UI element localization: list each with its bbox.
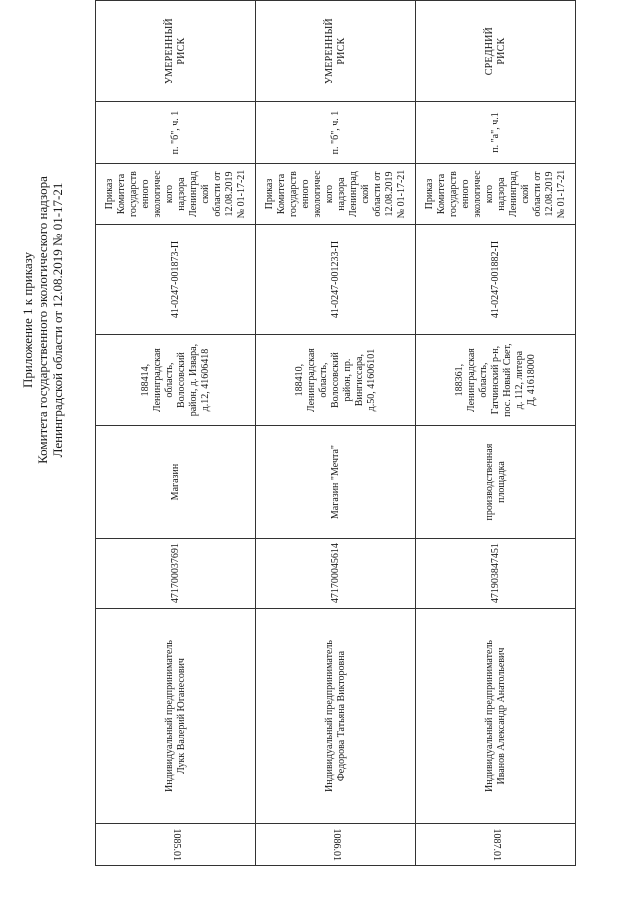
order-reference-line: № 01-17-21 xyxy=(395,169,407,219)
address-line: Гатчинский р-н, xyxy=(489,345,501,415)
order-reference-line: Ленинград xyxy=(507,171,519,217)
address-line: 188361, xyxy=(453,363,465,397)
address-line: Ленинградская xyxy=(151,348,163,413)
address-line: д. 112, литера xyxy=(513,350,525,410)
risk-category-cell xyxy=(256,1,416,102)
order-reference-line: Ленинград xyxy=(187,171,199,217)
order-reference-line: ской xyxy=(519,184,531,204)
order-reference-line: № 01-17-21 xyxy=(555,169,567,219)
order-reference-line: Ленинград xyxy=(347,171,359,217)
table-row xyxy=(96,1,256,866)
risk-category-line: РИСК xyxy=(495,37,507,65)
order-reference-line: енного xyxy=(459,179,471,209)
address-line: район, д. Извара, xyxy=(187,343,199,417)
row-number-cell xyxy=(416,824,576,866)
address-line: Д, 41618000 xyxy=(525,354,537,407)
risk-category-line: СРЕДНИЙ xyxy=(483,27,495,76)
address-line: Ленинградская xyxy=(465,348,477,413)
address-line: д.12, 41606418 xyxy=(199,348,211,412)
table-row xyxy=(256,1,416,866)
order-reference-cell xyxy=(256,163,416,225)
order-reference-line: 12.08.2019 xyxy=(223,171,235,217)
order-reference-line: Приказ xyxy=(423,178,435,210)
entrepreneur-name-line: Федорова Татьяна Викторовна xyxy=(335,650,347,782)
header-line-3: Ленинградской области от 12.08.2019 № 01-17-21 xyxy=(50,182,65,458)
address-line: д.50, 41606101 xyxy=(365,348,377,412)
inn-cell: 471700045614 xyxy=(256,538,416,608)
object-line: Магазин xyxy=(169,463,181,501)
risk-category-line: РИСК xyxy=(175,37,187,65)
object-cell xyxy=(96,426,256,538)
object-line: Магазин "Мечта" xyxy=(329,445,341,520)
address-cell xyxy=(256,334,416,426)
address-line: 188414, xyxy=(139,363,151,397)
row-number: 1086.01 xyxy=(330,828,342,861)
header-line-1: Приложение 1 к приказу xyxy=(20,252,35,389)
order-reference-line: надзора xyxy=(175,177,187,211)
address-line: Волосовский xyxy=(329,352,341,409)
order-reference-line: Комитета xyxy=(115,173,127,215)
address-line: область, xyxy=(317,362,329,398)
order-reference-cell xyxy=(416,163,576,225)
object-cell xyxy=(416,426,576,538)
address-line: область, xyxy=(477,362,489,398)
address-line: Вингиссара, xyxy=(353,354,365,407)
order-reference-line: 12.08.2019 xyxy=(543,171,555,217)
order-reference-line: области от xyxy=(371,171,383,217)
inn-cell: 471903847451 xyxy=(416,538,576,608)
entrepreneur-name-cell xyxy=(416,608,576,824)
row-number-cell xyxy=(256,824,416,866)
entrepreneur-name-line: Иванов Александр Анатольевич xyxy=(495,647,507,785)
address-cell xyxy=(416,334,576,426)
clause-cell: п. "а", ч.1 xyxy=(416,102,576,163)
risk-category-line: РИСК xyxy=(335,37,347,65)
clause-cell: п. "б", ч. 1 xyxy=(256,102,416,163)
order-reference-line: Комитета xyxy=(435,173,447,215)
entrepreneur-name-line: Индивидуальный предприниматель xyxy=(323,640,335,793)
address-line: область, xyxy=(163,362,175,398)
order-reference-line: государств xyxy=(287,171,299,217)
order-reference-line: области от xyxy=(211,171,223,217)
address-line: 188410, xyxy=(293,363,305,397)
entrepreneur-name-cell xyxy=(256,608,416,824)
entrepreneur-name-line: Лукк Валерий Юганесович xyxy=(175,658,187,775)
order-reference-cell xyxy=(96,163,256,225)
row-number: 1087.01 xyxy=(490,828,502,861)
order-reference-line: государств xyxy=(447,171,459,217)
object-line: площадка xyxy=(495,461,507,503)
order-reference-line: Приказ xyxy=(103,178,115,210)
risk-category-line: УМЕРЕННЫЙ xyxy=(323,18,335,85)
row-number-cell xyxy=(96,824,256,866)
order-reference-line: кого xyxy=(163,184,175,204)
order-reference-line: области от xyxy=(531,171,543,217)
order-reference-line: кого xyxy=(323,184,335,204)
object-line: производственная xyxy=(483,443,495,521)
registration-code-cell: 41-0247-001882-П xyxy=(416,225,576,334)
order-reference-line: экологичес xyxy=(151,170,163,218)
order-reference-line: ской xyxy=(199,184,211,204)
entrepreneur-name-line: Индивидуальный предприниматель xyxy=(483,640,495,793)
risk-category-cell xyxy=(416,1,576,102)
entrepreneur-name-cell xyxy=(96,608,256,824)
order-reference-line: надзора xyxy=(495,177,507,211)
order-reference-line: экологичес xyxy=(311,170,323,218)
registry-table xyxy=(95,0,576,866)
registration-code-cell: 41-0247-001233-П xyxy=(256,225,416,334)
order-reference-line: Комитета xyxy=(275,173,287,215)
object-cell xyxy=(256,426,416,538)
order-reference-line: кого xyxy=(483,184,495,204)
order-reference-line: Приказ xyxy=(263,178,275,210)
clause-cell: п. "б", ч. 1 xyxy=(96,102,256,163)
address-line: Волосовский xyxy=(175,352,187,409)
order-reference-line: енного xyxy=(299,179,311,209)
risk-category-cell xyxy=(96,1,256,102)
entrepreneur-name-line: Индивидуальный предприниматель xyxy=(163,640,175,793)
inn-cell: 471700037691 xyxy=(96,538,256,608)
document-header xyxy=(20,60,65,580)
address-line: пос. Новый Свет, xyxy=(501,343,513,417)
registration-code-cell: 41-0247-001873-П xyxy=(96,225,256,334)
header-line-2: Комитета государственного экологического надзора xyxy=(35,176,50,464)
order-reference-line: ской xyxy=(359,184,371,204)
table-row xyxy=(416,1,576,866)
address-line: Ленинградская xyxy=(305,348,317,413)
order-reference-line: государств xyxy=(127,171,139,217)
order-reference-line: 12.08.2019 xyxy=(383,171,395,217)
address-cell xyxy=(96,334,256,426)
row-number: 1085.01 xyxy=(170,828,182,861)
order-reference-line: экологичес xyxy=(471,170,483,218)
address-line: район, пр. xyxy=(341,358,353,402)
order-reference-line: енного xyxy=(139,179,151,209)
order-reference-line: надзора xyxy=(335,177,347,211)
risk-category-line: УМЕРЕННЫЙ xyxy=(163,18,175,85)
order-reference-line: № 01-17-21 xyxy=(235,169,247,219)
